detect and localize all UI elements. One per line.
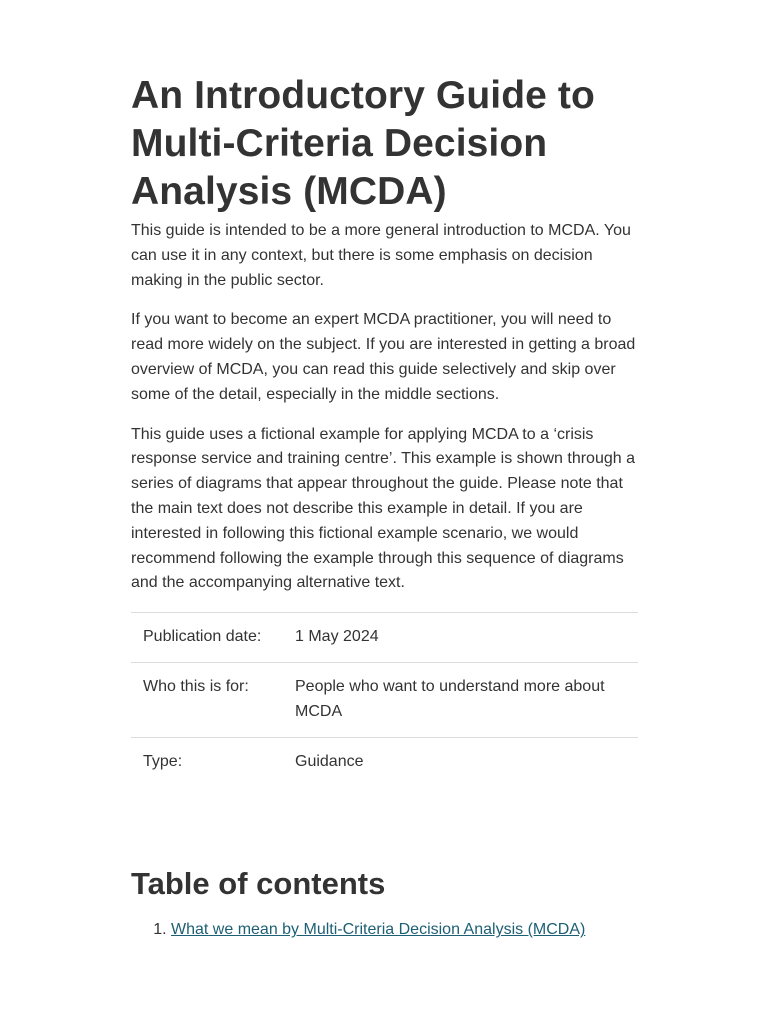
intro-paragraph-1: This guide is intended to be a more general introduction to MCDA. You can use it in any context, but there is some emphasis on decision making in the public sector. — [131, 222, 631, 289]
toc-heading: Table of contents — [131, 866, 386, 902]
metadata-value: Guidance — [295, 752, 364, 770]
metadata-table — [131, 612, 638, 786]
page-title: An Introductory Guide to Multi-Criteria Decision Analysis (MCDA) — [131, 74, 595, 213]
metadata-label: Who this is for: — [143, 677, 249, 695]
metadata-value: People who want to understand more about MCDA — [295, 677, 605, 720]
toc-link-what-we-mean[interactable]: What we mean by Multi-Criteria Decision Analysis (MCDA) — [171, 921, 586, 939]
metadata-label: Publication date: — [143, 628, 262, 646]
toc-list — [131, 918, 638, 943]
toc-item — [171, 918, 638, 943]
metadata-row-publication-date — [131, 613, 638, 663]
intro-paragraph-3: This guide uses a fictional example for applying MCDA to a ‘crisis response service and training centre’. This example is shown through a series of diagrams that appear throughout the guide. Please note that the main text does not describe this example in detail. If you are interested in following this fictional example scenario, we would recommend following the example through this sequence of diagrams and the accompanying alternative text. — [131, 425, 635, 592]
metadata-row-audience — [131, 662, 638, 737]
intro-paragraph-2: If you want to become an expert MCDA practitioner, you will need to read more widely on the subject. If you are interested in getting a broad overview of MCDA, you can read this guide selectively and skip over some of the detail, especially in the middle sections. — [131, 311, 636, 403]
metadata-row-type — [131, 737, 638, 786]
metadata-value: 1 May 2024 — [295, 628, 379, 646]
metadata-label: Type: — [143, 752, 183, 770]
article — [131, 0, 638, 943]
